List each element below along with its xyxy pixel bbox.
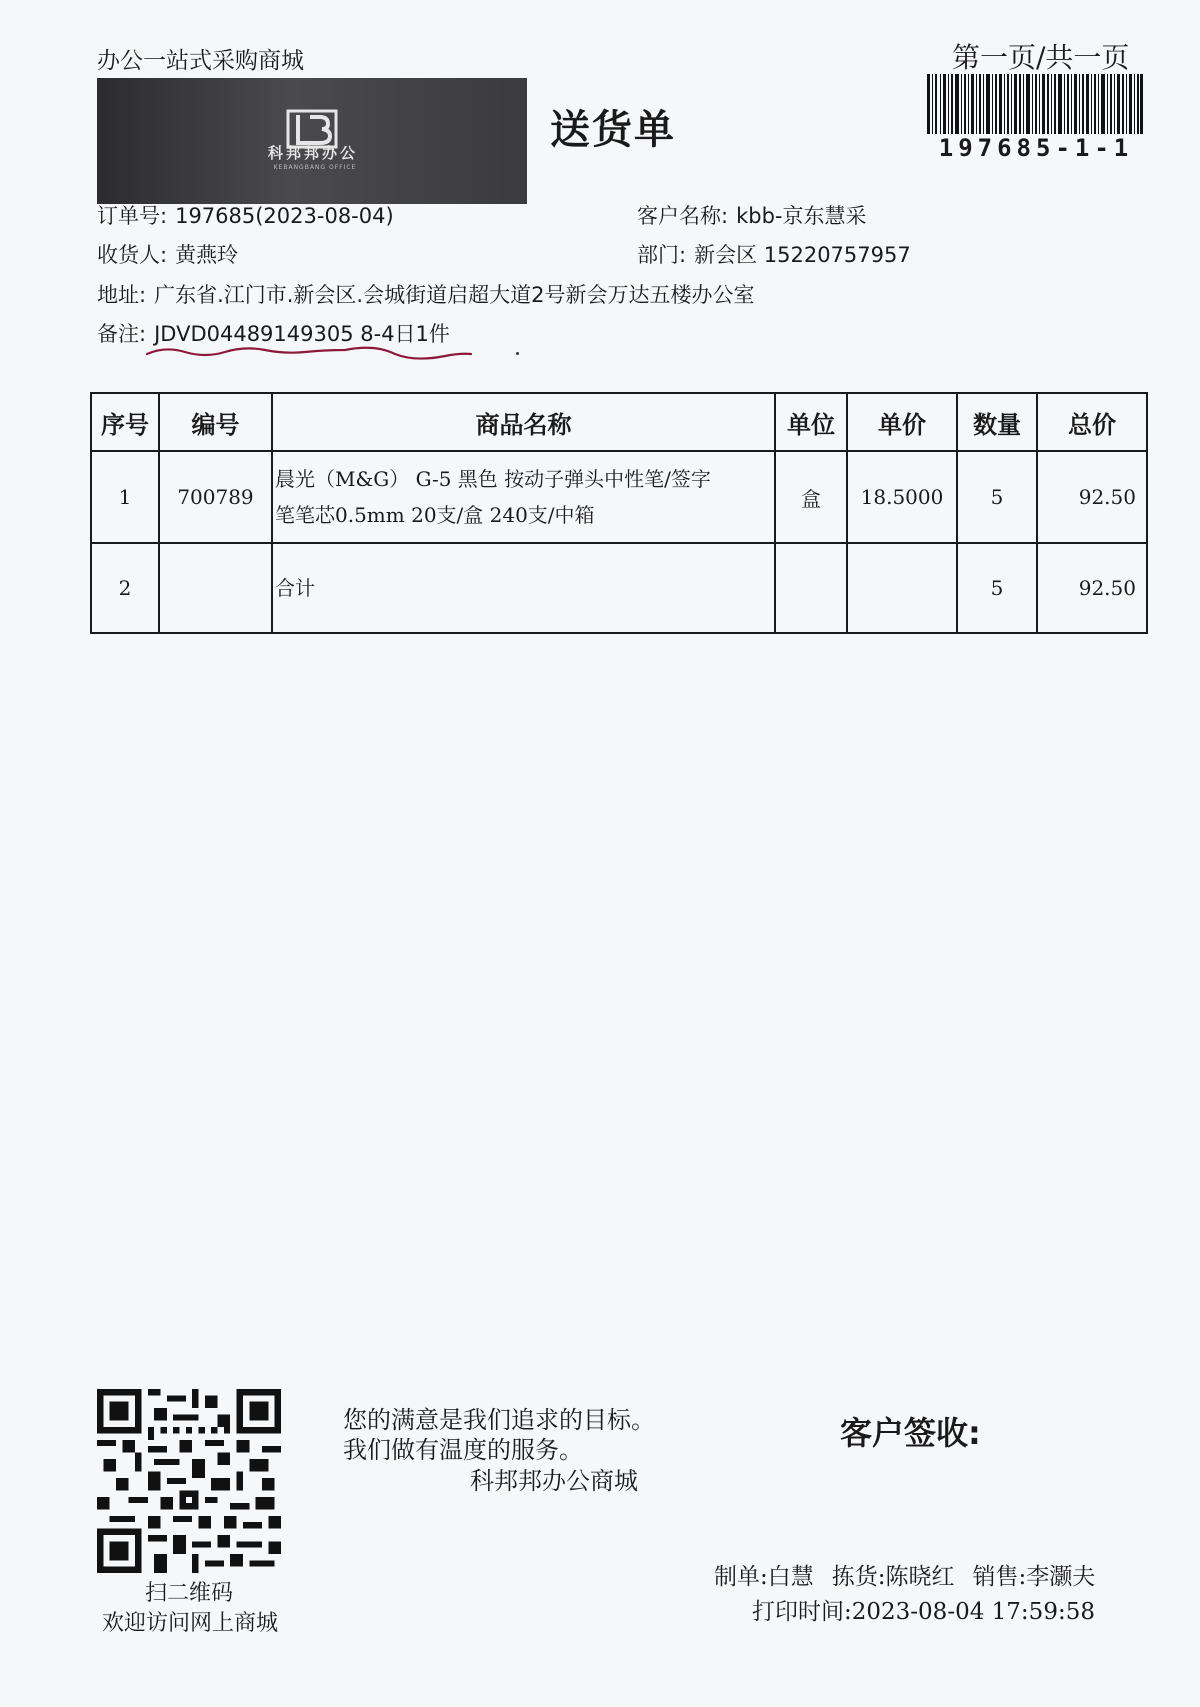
ink-dot <box>516 352 519 355</box>
column-header-unit: 单位 <box>775 393 847 451</box>
barcode-icon <box>927 74 1143 134</box>
order-number-label: 订单号: <box>97 204 168 228</box>
order-number-value: 197685(2023-08-04) <box>175 204 394 228</box>
column-header-code: 编号 <box>159 393 272 451</box>
picker-info: 拣货:陈晓红 <box>831 1564 955 1590</box>
order-number-field <box>97 200 394 230</box>
row-product-name <box>272 451 775 543</box>
product-name-line2: 笔笔芯0.5mm 20支/盒 240支/中箱 <box>275 503 595 527</box>
row-unit-price: 18.5000 <box>847 451 957 543</box>
logo-subtext: KEBANGBANG OFFICE <box>273 164 357 171</box>
department-value: 新会区 15220757957 <box>694 243 911 267</box>
product-name-line1: 晨光（M&G） G-5 黑色 按动子弹头中性笔/签字 <box>275 467 711 491</box>
logo-text: 科邦邦办公 <box>267 144 358 162</box>
notes-value: JDVD04489149305 8-4日1件 <box>154 322 450 346</box>
summary-label: 合计 <box>272 543 775 633</box>
summary-price-empty <box>847 543 957 633</box>
column-header-total: 总价 <box>1037 393 1147 451</box>
customer-name-value: kbb-京东慧采 <box>736 204 867 228</box>
summary-code-empty <box>159 543 272 633</box>
document-title: 送货单 <box>550 107 676 153</box>
department-field <box>637 239 911 269</box>
notes-label: 备注: <box>97 322 147 346</box>
customer-name-field <box>637 200 866 230</box>
summary-quantity: 5 <box>957 543 1037 633</box>
qr-caption-scan: 扫二维码 <box>144 1581 233 1606</box>
receiver-label: 收货人: <box>97 243 168 267</box>
store-name: 办公一站式采购商城 <box>97 48 304 74</box>
address-value: 广东省.江门市.新会区.会城街道启超大道2号新会万达五楼办公室 <box>154 283 755 307</box>
summary-index: 2 <box>91 543 159 633</box>
print-time: 打印时间:2023-08-04 17:59:58 <box>752 1599 1095 1625</box>
qr-caption-visit: 欢迎访问网上商城 <box>101 1611 278 1636</box>
table-summary-row <box>91 543 1147 633</box>
receiver-field <box>97 239 238 269</box>
slogan-company: 科邦邦办公商城 <box>470 1467 638 1495</box>
slogan-line1: 您的满意是我们追求的目标。 <box>343 1406 655 1434</box>
page-indicator: 第一页/共一页 <box>952 41 1130 74</box>
column-header-index: 序号 <box>91 393 159 451</box>
barcode-number: 197685-1-1 <box>938 134 1134 162</box>
qr-code-icon <box>97 1389 281 1573</box>
staff-info <box>714 1558 1113 1591</box>
address-label: 地址: <box>97 283 147 307</box>
maker-info: 制单:白慧 <box>714 1564 814 1590</box>
row-quantity: 5 <box>957 451 1037 543</box>
slogan-line2: 我们做有温度的服务。 <box>343 1436 583 1464</box>
row-index: 1 <box>91 451 159 543</box>
customer-signature-label: 客户签收: <box>840 1414 981 1452</box>
row-unit: 盒 <box>775 451 847 543</box>
department-label: 部门: <box>637 243 687 267</box>
customer-name-label: 客户名称: <box>637 204 729 228</box>
row-code: 700789 <box>159 451 272 543</box>
items-table <box>90 392 1148 634</box>
receiver-value: 黄燕玲 <box>175 243 239 267</box>
table-header-row <box>91 393 1147 451</box>
address-field <box>97 279 754 309</box>
sales-info: 销售:李灏夫 <box>972 1564 1096 1590</box>
handwritten-underline <box>145 340 475 364</box>
row-total: 92.50 <box>1037 451 1147 543</box>
table-row <box>91 451 1147 543</box>
summary-unit-empty <box>775 543 847 633</box>
column-header-product-name: 商品名称 <box>272 393 775 451</box>
summary-total: 92.50 <box>1037 543 1147 633</box>
column-header-quantity: 数量 <box>957 393 1037 451</box>
column-header-unit-price: 单价 <box>847 393 957 451</box>
